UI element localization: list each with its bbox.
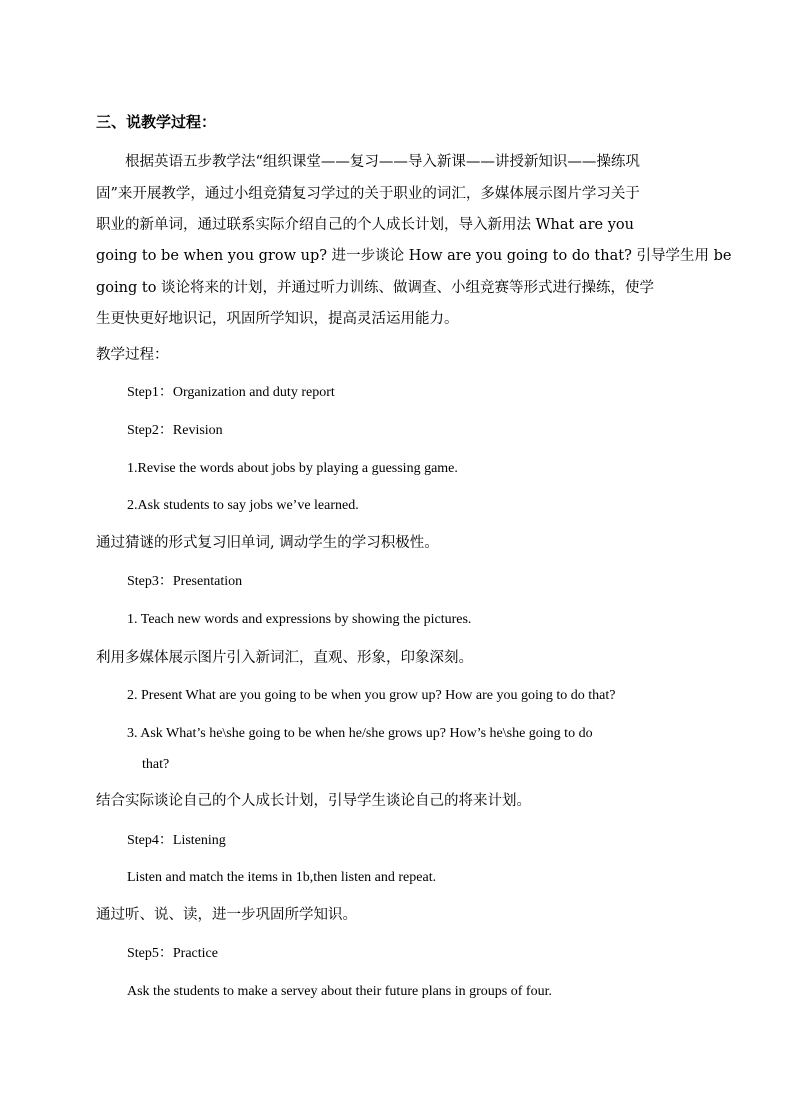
step3-item: 2. Present What are you going to be when you grow up? How are you going to do that?: [127, 688, 616, 703]
step5-item: Ask the students to make a servey about their future plans in groups of four.: [127, 984, 552, 999]
intro-line: going to be when you grow up? 进一步谈论 How are you going to do that? 引导学生用 be: [96, 248, 732, 264]
step3-item: 1. Teach new words and expressions by showing the pictures.: [127, 612, 472, 627]
step4-item: Listen and match the items in 1b,then listen and repeat.: [127, 870, 437, 885]
step2-title: Step2：Revision: [127, 423, 223, 438]
step2-item: 2.Ask students to say jobs we’ve learned.: [127, 498, 359, 513]
step5-title: Step5：Practice: [127, 946, 218, 961]
intro-line: 固”来开展教学，通过小组竞猜复习学过的关于职业的词汇，多媒体展示图片学习关于: [96, 186, 640, 202]
step2-note: 通过猜谜的形式复习旧单词, 调动学生的学习积极性。: [96, 535, 439, 551]
step3-note: 利用多媒体展示图片引入新词汇，直观、形象，印象深刻。: [96, 650, 473, 666]
step4-note: 通过听、说、读，进一步巩固所学知识。: [96, 907, 357, 923]
step3-title: Step3：Presentation: [127, 574, 243, 589]
section-heading: 三、说教学过程：: [96, 113, 217, 131]
intro-line: 职业的新单词，通过联系实际介绍自己的个人成长计划，导入新用法 What are you: [96, 217, 634, 233]
step3-item-continuation: that?: [142, 757, 170, 772]
intro-line: 根据英语五步教学法“组织课堂——复习——导入新课——讲授新知识——操练巩: [125, 154, 640, 170]
intro-line: 生更快更好地识记，巩固所学知识，提高灵活运用能力。: [96, 311, 459, 327]
process-label: 教学过程：: [96, 347, 169, 363]
step2-item: 1.Revise the words about jobs by playing a guessing game.: [127, 461, 458, 476]
step3-item: 3. Ask What’s he\she going to be when he/she grows up? How’s he\she going to do: [127, 726, 593, 741]
step1-line: Step1：Organization and duty report: [127, 385, 335, 400]
step3-note: 结合实际谈论自己的个人成长计划，引导学生谈论自己的将来计划。: [96, 793, 531, 809]
intro-line: going to 谈论将来的计划，并通过听力训练、做调查、小组竞赛等形式进行操练，使学: [96, 280, 655, 296]
step4-title: Step4：Listening: [127, 833, 226, 848]
